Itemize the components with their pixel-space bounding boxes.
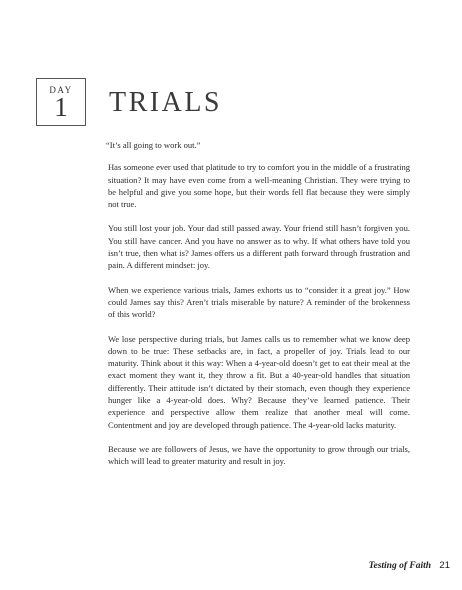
body-text <box>108 139 410 480</box>
page-number: 21 <box>439 560 450 571</box>
page-footer <box>300 560 450 571</box>
chapter-title: TRIALS <box>109 87 222 118</box>
day-badge <box>36 78 86 126</box>
book-title: Testing of Faith <box>368 561 432 571</box>
day-number: 1 <box>54 92 68 122</box>
paragraph: When we experience various trials, James exhorts us to “consider it a great joy.” How could James say this? Aren’t trials miserable by nature? A reminder of the brokenness of this world? <box>108 284 410 320</box>
paragraph: Because we are followers of Jesus, we have the opportunity to grow through our trials, which will lead to greater maturity and result in joy. <box>108 443 410 467</box>
day-label: DAY <box>49 85 73 95</box>
paragraph: We lose perspective during trials, but James calls us to remember what we know deep down to be true: These setbacks are, in fact, a propeller of joy. Trials lead to our maturity. Think about it this way: When a 4-year-old doesn’t get to eat their meal at the exact moment they want it, they throw a fit. But a 40-year-old handles that situation differently. Their attitude isn’t dictated by their stomach, even though they experience hunger like a 4-year-old does. Why? Because they’ve learned patience. Their experience and perspective allow them realize that another meal will come. Contentment and joy are developed through patience. The 4-year-old lacks maturity. <box>108 333 410 430</box>
paragraph: Has someone ever used that platitude to try to comfort you in the middle of a frustrating situation? It may have even come from a well-meaning Christian. They were trying to be helpful and give you some hope, but their words fell flat because they were simply not true. <box>108 162 410 210</box>
paragraph: You still lost your job. Your dad still passed away. Your friend still hasn’t forgiven you. You still have cancer. And you have no answer as to why. If what others have told you isn’t true, then what is? James offers us a different path forward through frustration and pain. A different mindset: joy. <box>108 223 410 271</box>
opening-quote: “It’s all going to work out.” <box>106 140 201 150</box>
